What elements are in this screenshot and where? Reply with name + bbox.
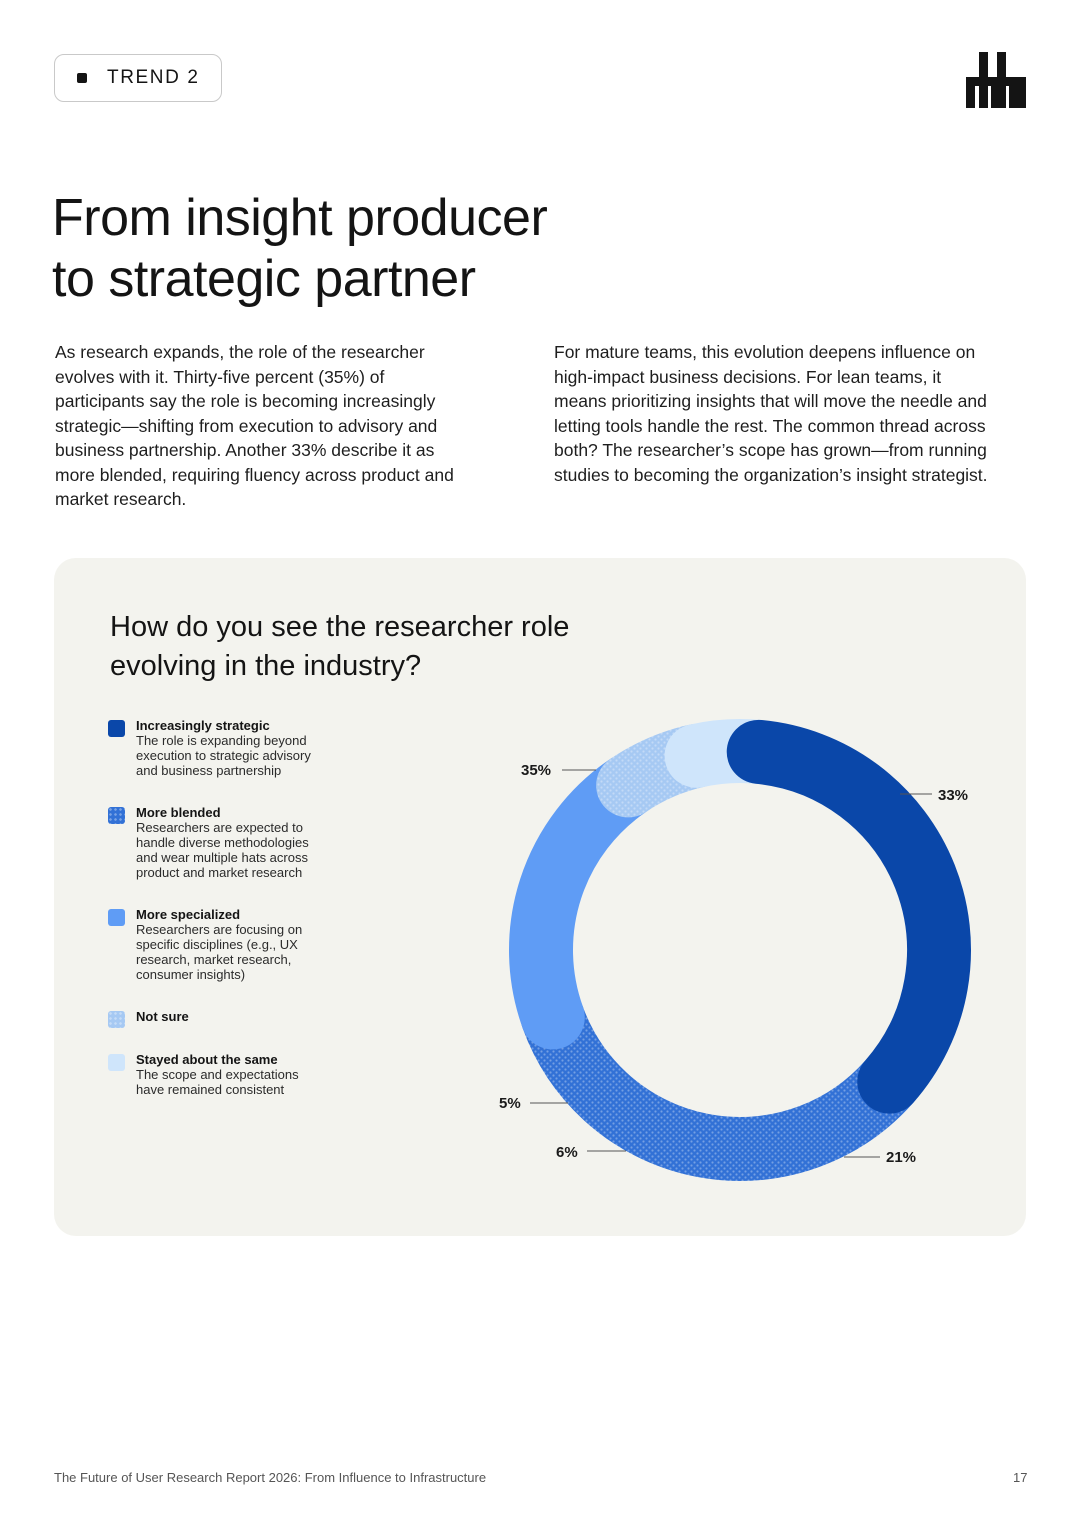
body-line: more blended, requiring fluency across product and [55,464,454,485]
legend-description-line: research, market research, [136,952,292,967]
legend-description-line: have remained consistent [136,1082,285,1097]
body-line: strategic—shifting from execution to advisory and [55,415,438,436]
body-line: high-impact business decisions. For lean teams, it [554,366,942,387]
chart-title-line: evolving in the industry? [110,650,422,682]
body-line: both? The researcher’s scope has grown—from running [554,440,987,460]
donut-slice-increasingly-strategic [759,752,939,1082]
body-line: evolves with it. Thirty-five percent (35%) of [55,366,385,387]
data-label-increasingly-strategic: 35% [521,762,552,779]
page-number: 17 [1013,1470,1028,1485]
body-line: For mature teams, this evolution deepens influence on [554,342,976,362]
legend-description-line: Researchers are expected to [136,820,303,835]
body-line: studies to becoming the organization’s insight strategist. [554,464,988,485]
data-label-more-blended: 33% [938,787,969,804]
chart-title-line: How do you see the researcher role [110,611,570,643]
legend-description-line: and business partnership [136,763,282,778]
body-line: business partnership. Another 33% describe it as [55,440,435,460]
legend-description-line: Researchers are focusing on [136,922,303,937]
trend-tag [54,54,222,102]
body-line: letting tools handle the rest. The common thread across [554,415,986,436]
legend-description-line: consumer insights) [136,967,246,982]
page-title [52,188,547,310]
legend-label: Not sure [136,1009,189,1024]
legend-description-line: product and market research [136,865,303,880]
footer-report-title: The Future of User Research Report 2026: From Influence to Infrastructure [54,1470,487,1485]
square-bullet-icon [77,73,87,83]
body-line: means prioritizing insights that will move the needle and [554,391,987,411]
legend-label: More blended [136,805,221,820]
chart-card [54,558,1026,1236]
body-line: market research. [55,489,187,509]
legend-description-line: The role is expanding beyond [136,733,307,748]
legend-description-line: and wear multiple hats across [136,850,308,865]
body-paragraph-right [554,340,988,487]
donut-slice-more-blended [553,1017,890,1149]
legend-description-line: The scope and expectations [136,1067,299,1082]
data-label-not-sure: 6% [556,1144,578,1161]
body-line: As research expands, the role of the researcher [55,342,425,362]
page-title-line: to strategic partner [52,250,476,308]
trend-tag-label: TREND 2 [107,67,200,88]
legend-description-line: handle diverse methodologies [136,835,309,850]
legend-description-line: specific disciplines (e.g., UX [136,937,298,952]
legend-description-line: execution to strategic advisory [136,748,311,763]
donut-chart [54,558,1026,1236]
legend-label: More specialized [136,907,241,922]
data-label-stayed-about-the-same: 5% [499,1095,521,1112]
data-label-more-specialized: 21% [886,1149,917,1166]
body-line: participants say the role is becoming increasingly [55,391,436,411]
body-paragraph-left [55,340,454,512]
donut-slice-more-specialized [541,785,628,1017]
legend-label: Stayed about the same [136,1052,278,1067]
brand-logo-icon [966,52,1026,108]
page-title-line: From insight producer [52,189,548,247]
legend-label: Increasingly strategic [136,718,270,733]
